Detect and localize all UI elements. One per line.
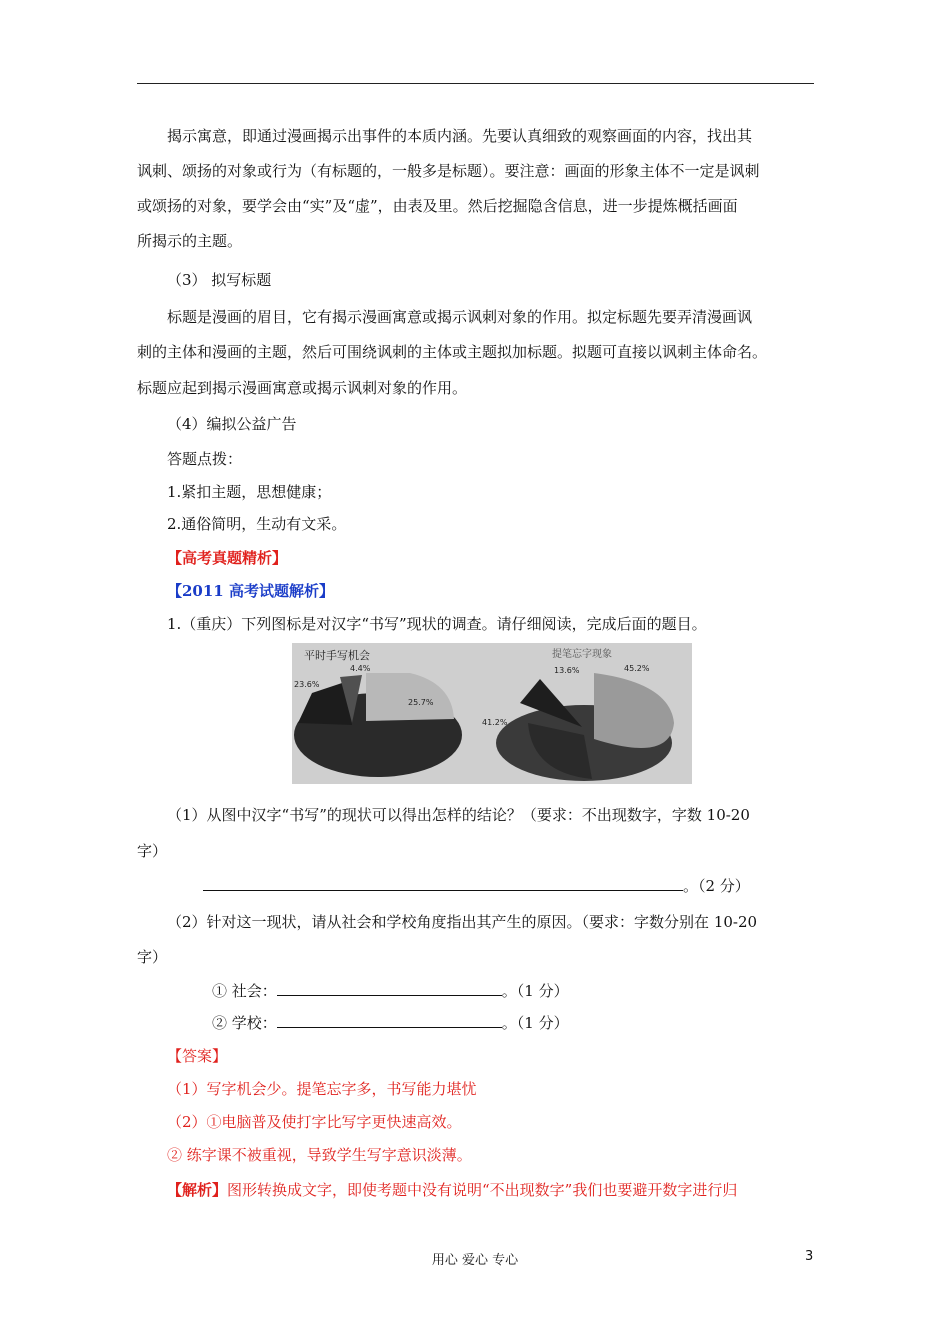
- section-heading: 【2011 高考试题解析】: [167, 582, 334, 600]
- score-label: 。（1 分）: [501, 1014, 569, 1032]
- footer-slogan: 用心 爱心 专心: [431, 1253, 519, 1268]
- answer-line-school: [212, 1013, 569, 1033]
- school-blank[interactable]: [277, 1013, 502, 1028]
- analysis-text: 图形转换成文字，即使考题中没有说明“不出现数字”我们也要避开数字进行归: [227, 1181, 738, 1199]
- answer-line-1: [203, 876, 750, 896]
- left-chart-title: 平时手写机会: [304, 649, 370, 662]
- score-label: 。（1 分）: [501, 982, 569, 1000]
- subheading-4: （4）编拟公益广告: [167, 415, 297, 433]
- analysis-line: [167, 1180, 737, 1200]
- tips-title: 答题点拨：: [167, 450, 243, 468]
- answer-2: （2）①电脑普及使打字比写字更快速高效。: [167, 1113, 462, 1131]
- pie-chart-graphic: [292, 643, 692, 784]
- score-label: 。（2 分）: [683, 877, 750, 895]
- right-chart-title: 提笔忘字现象: [552, 649, 612, 660]
- survey-pie-chart-image: [292, 643, 692, 784]
- section-heading: 【高考真题精析】: [167, 549, 288, 567]
- tip-item: 2.通俗简明，生动有文采。: [167, 515, 347, 533]
- answer-blank[interactable]: [203, 876, 683, 891]
- right-label-2: 45.2%: [624, 664, 650, 673]
- paragraph-line: 讽刺、颂扬的对象或行为（有标题的，一般多是标题）。要注意：画面的形象主体不一定是讽刺: [137, 162, 760, 180]
- question-1: 1.（重庆）下列图标是对汉字“书写”现状的调查。请仔细阅读，完成后面的题目。: [167, 615, 707, 633]
- question-1-1-cont: 字）: [137, 842, 168, 860]
- left-label-2: 4.4%: [350, 664, 371, 673]
- answer-1: （1）写字机会少。提笔忘字多，书写能力堪忧: [167, 1080, 477, 1098]
- society-blank[interactable]: [277, 981, 502, 996]
- left-label-1: 23.6%: [294, 680, 320, 689]
- page-number: 3: [805, 1249, 814, 1264]
- answer-line-society: [212, 981, 569, 1001]
- subheading-3: （3） 拟写标题: [167, 271, 272, 289]
- paragraph-line: 所揭示的主题。: [137, 232, 243, 250]
- right-label-1: 13.6%: [554, 666, 580, 675]
- paragraph-line: 标题应起到揭示漫画寓意或揭示讽刺对象的作用。: [137, 379, 468, 397]
- paragraph-line: 或颂扬的对象，要学会由“实”及“虚”，由表及里。然后挖掘隐含信息，进一步提炼概括画面: [137, 197, 738, 215]
- header-rule: [137, 83, 814, 84]
- right-label-3: 41.2%: [482, 718, 508, 727]
- paragraph-line: 标题是漫画的眉目，它有揭示漫画寓意或揭示讽刺对象的作用。拟定标题先要弄清漫画讽: [167, 308, 753, 326]
- answer-3: ② 练字课不被重视，导致学生写字意识淡薄。: [167, 1146, 472, 1164]
- school-label: ② 学校：: [212, 1014, 277, 1032]
- answer-title: 【答案】: [167, 1047, 228, 1065]
- society-label: ① 社会：: [212, 982, 277, 1000]
- question-1-2-cont: 字）: [137, 948, 168, 966]
- paragraph-line: 揭示寓意，即通过漫画揭示出事件的本质内涵。先要认真细致的观察画面的内容，找出其: [167, 127, 753, 145]
- analysis-label: 【解析】: [167, 1181, 228, 1199]
- question-1-2: （2）针对这一现状，请从社会和学校角度指出其产生的原因。（要求：字数分别在 10-20: [167, 913, 758, 931]
- paragraph-line: 刺的主体和漫画的主题，然后可围绕讽刺的主体或主题拟加标题。拟题可直接以讽刺主体命名。: [137, 343, 768, 361]
- tip-item: 1.紧扣主题，思想健康；: [167, 483, 332, 501]
- left-label-3: 25.7%: [408, 698, 434, 707]
- question-1-1: （1）从图中汉字“书写”的现状可以得出怎样的结论？（要求：不出现数字，字数 10-20: [167, 806, 750, 824]
